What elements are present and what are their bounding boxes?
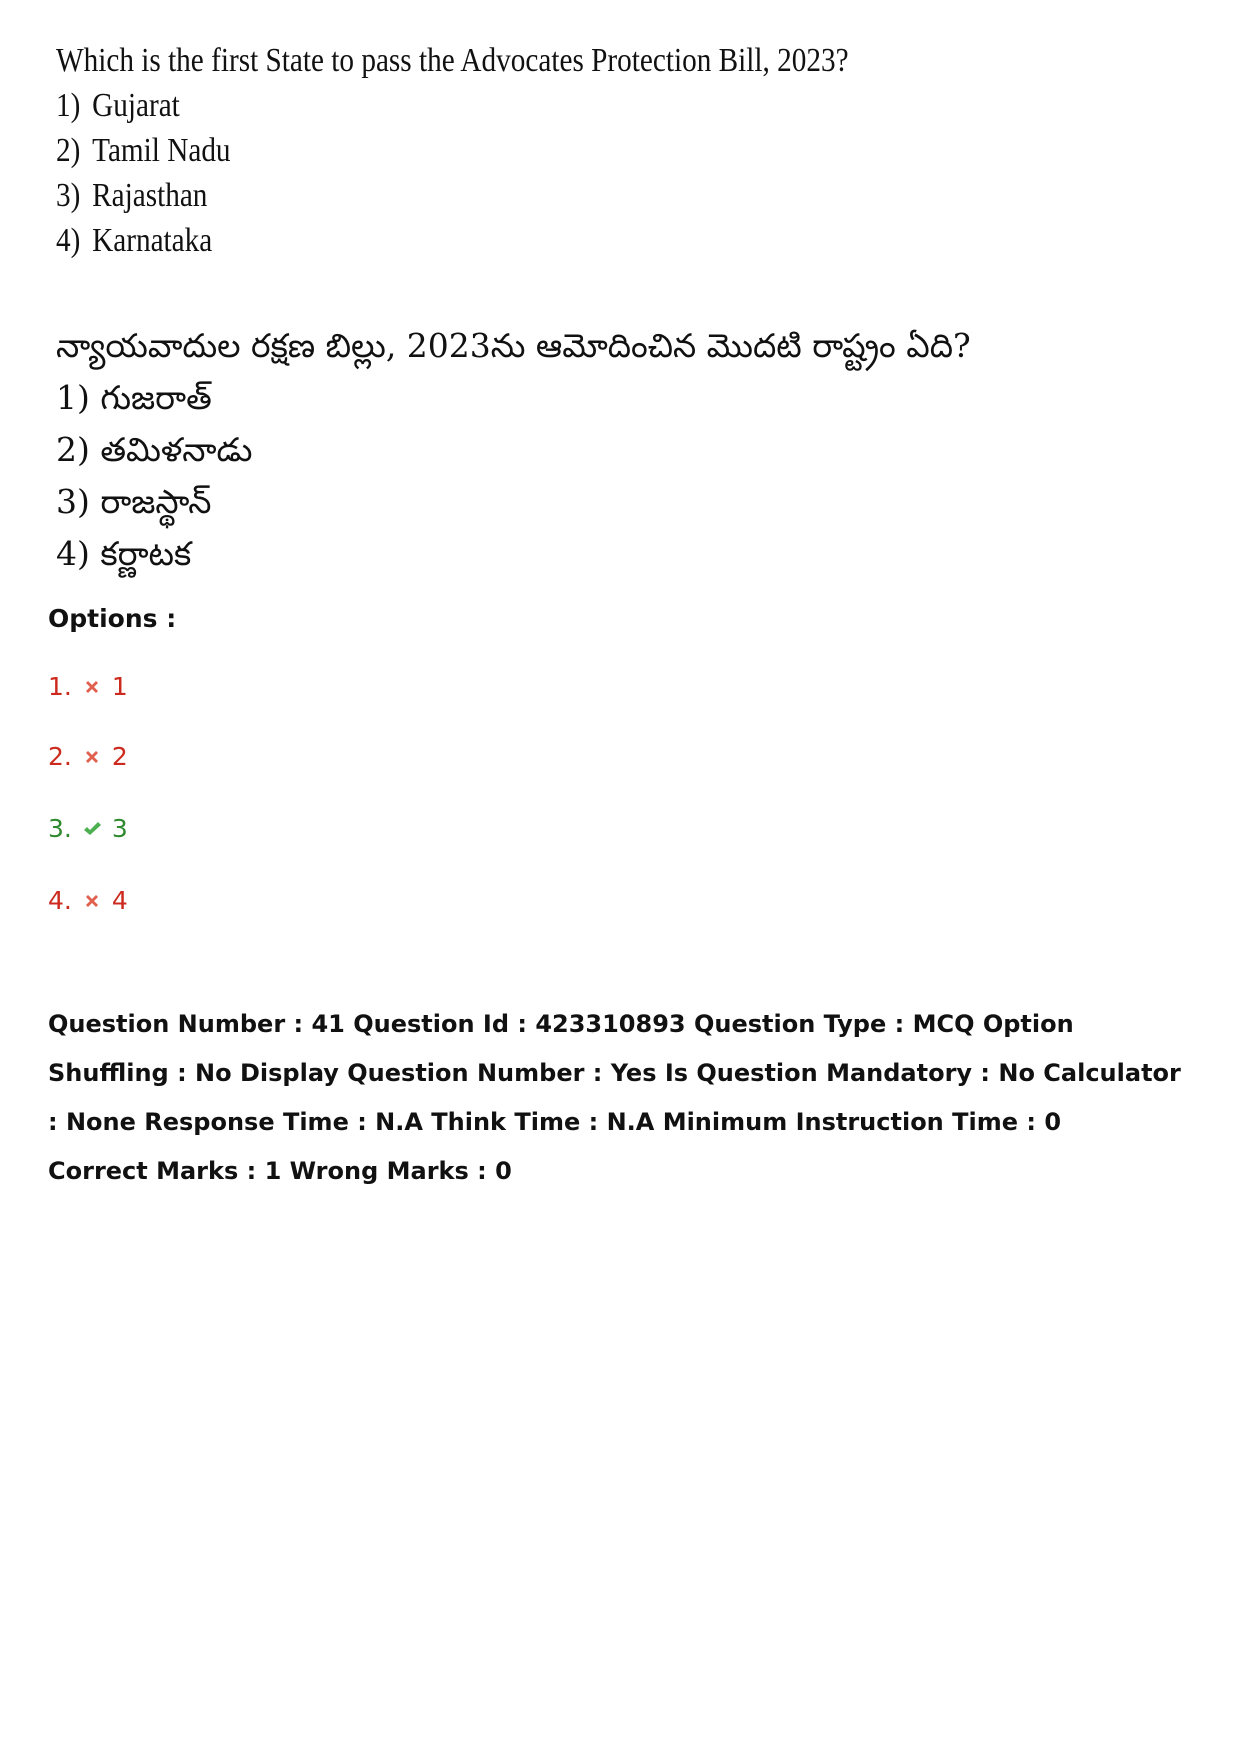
answer-option-value: 1 bbox=[111, 672, 128, 701]
question-option-en-4: 4) Karnataka bbox=[56, 222, 213, 259]
marks-info: Correct Marks : 1 Wrong Marks : 0 bbox=[48, 1157, 512, 1185]
question-title-te: న్యాయవాదుల రక్షణ బిల్లు, 2023ను ఆమోదించిన మొదటి రాష్ట్రం ఏది? bbox=[56, 326, 971, 365]
cross-icon bbox=[82, 891, 102, 911]
question-metadata: Question Number : 41 Question Id : 423310893 Question Type : MCQ Option Shuffling : No Display Question Number : Yes Is Question Mandatory : No Calculator : None Response Time : N.A Think Time : N.A Minimum Instruction Time : 0 bbox=[48, 1010, 1181, 1136]
answer-option-3 bbox=[48, 814, 128, 843]
answer-option-2 bbox=[48, 742, 128, 771]
answer-option-index: 1. bbox=[48, 672, 72, 701]
check-icon bbox=[80, 819, 104, 839]
question-title-en: Which is the first State to pass the Advocates Protection Bill, 2023? bbox=[56, 42, 849, 79]
answer-option-index: 3. bbox=[48, 814, 72, 843]
answer-option-value: 4 bbox=[111, 886, 128, 915]
answer-option-index: 2. bbox=[48, 742, 72, 771]
answer-option-1 bbox=[48, 672, 128, 701]
cross-icon bbox=[82, 747, 102, 767]
answer-option-index: 4. bbox=[48, 886, 72, 915]
answer-option-value: 2 bbox=[111, 742, 128, 771]
question-english bbox=[56, 38, 849, 263]
answer-option-4 bbox=[48, 886, 128, 915]
question-telugu bbox=[56, 320, 971, 580]
question-option-te-3: 3) రాజస్థాన్ bbox=[56, 482, 212, 521]
question-option-te-1: 1) గుజరాత్ bbox=[56, 378, 212, 417]
options-heading: Options : bbox=[48, 604, 177, 633]
cross-icon bbox=[82, 677, 102, 697]
question-option-en-1: 1) Gujarat bbox=[56, 87, 180, 124]
question-option-te-2: 2) తమిళనాడు bbox=[56, 430, 253, 469]
question-option-te-4: 4) కర్ణాటక bbox=[56, 534, 192, 573]
question-option-en-3: 3) Rajasthan bbox=[56, 177, 208, 214]
question-option-en-2: 2) Tamil Nadu bbox=[56, 132, 231, 169]
answer-option-value: 3 bbox=[111, 814, 128, 843]
